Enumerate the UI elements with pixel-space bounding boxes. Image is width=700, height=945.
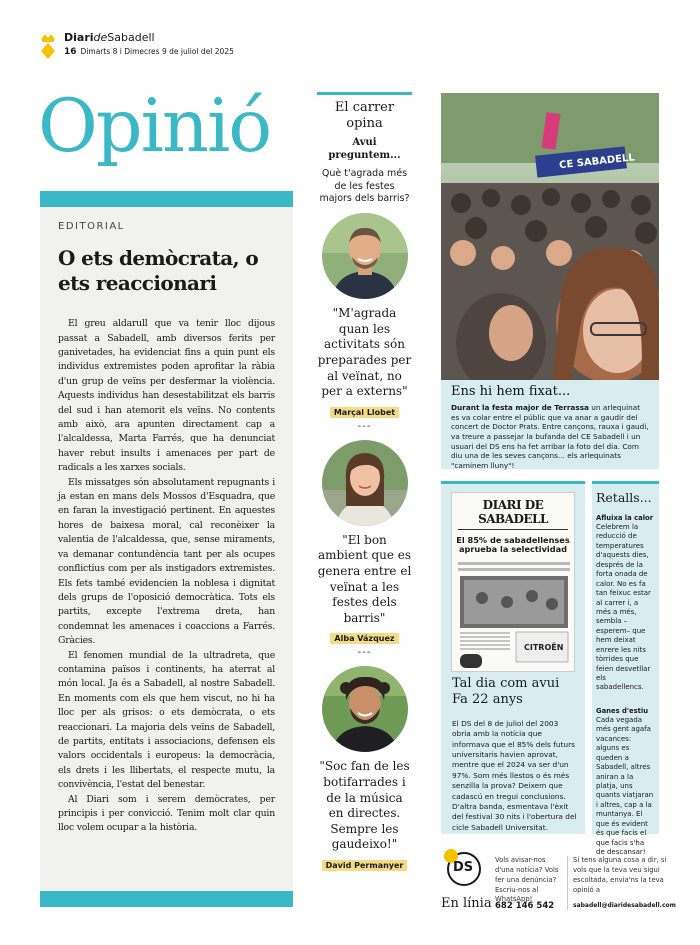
fixat-text: Durant la festa major de Terrassa un arlequinat es va colar entre el públic que va anar a gaudir del concert de Doctor Prats. Entre cançons, rauxa i gaudi, va treure a passejar la bufanda del CE Sabadell i un usuari del DS ens ha fet arribar la foto del dia. Com diu una de les seves cançons... els arlequinats "caminem lluny"! <box>451 403 649 470</box>
retall-title: Ganes d'estiu <box>596 706 649 715</box>
answer-quote: "Soc fan de les botifarrades i de la música en directes. Sempre les gaudeixo!" <box>319 759 410 852</box>
answer-quote: "M'agrada quan les activitats són preparades per al veïnat, no per a externs" <box>317 306 412 399</box>
answer-quote: "El bon ambient que es genera entre el veïnat a les festes dels barris" <box>317 532 412 625</box>
answer-name: Alba Vázquez <box>330 633 398 644</box>
accent-bar-bottom <box>40 891 293 907</box>
opinion-text: Si tens alguna cosa a dir, si vols que la teva veu sigui escoltada, envia'ns la teva opinió a <box>573 856 667 894</box>
editorial-label: EDITORIAL <box>58 221 125 232</box>
page-header <box>40 28 660 62</box>
portrait-photo <box>322 666 408 752</box>
retalls-box <box>592 481 659 856</box>
crowd-photo <box>441 93 659 380</box>
issue-date: Dimarts 8 i Dimecres 9 de juliol del 2025 <box>80 47 234 56</box>
fixat-heading: Ens hi hem fixat... <box>451 384 571 399</box>
archive-ad-text: CITROËN <box>524 642 564 652</box>
archive-masthead: DIARI DE SABADELL <box>478 498 548 526</box>
column-top-rule <box>592 481 659 484</box>
retalls-heading: Retalls... <box>596 490 652 505</box>
whatsapp-phone[interactable]: 682 146 542 <box>495 901 555 911</box>
diari-logo-icon <box>40 34 56 60</box>
page-info <box>64 47 234 57</box>
tal-dia-com-avui-box <box>441 481 585 834</box>
taldia-text: El DS del 8 de juliol del 2003 obria amb la notícia que informava que el 85% dels futurs universitaris havien aprovat, mentre que el 2024 va ser d'un 97%. Som més llestos o és més senzilla la prova? Deixem que cadascú en tregui conclusions. D'altra banda, esmentava l'èxit del festival 30 nits i l'obertura del cicle Sabadell Universitat. <box>452 719 577 832</box>
editorial-paragraph: Al Diari som i serem demòcrates, per principis i per convicció. Tenim molt clar quin lloc volem ocupar a la història. <box>58 793 275 834</box>
ens-hi-hem-fixat-box <box>441 380 659 469</box>
archive-front-page <box>451 492 575 672</box>
portrait-photo <box>322 440 408 526</box>
editorial-panel <box>40 207 293 891</box>
street-title: El carrer opina <box>334 100 395 131</box>
brand-name: DiarideSabadell <box>64 31 155 44</box>
column-top-rule <box>317 92 412 95</box>
ds-logo-text: DS <box>453 860 474 875</box>
street-question: Què t'agrada més de les festes majors dels barris? <box>319 168 410 204</box>
retall-text: Cada vegada més gent agafa vacances: alguns es queden a Sabadell, altres aniran a la platja, uns quants viatjaran i altres, cap a la muntanya. El que és evident és que facis el que facis s'ha de descansar! <box>596 715 654 856</box>
online-contact-box <box>441 846 676 911</box>
taldia-years: Fa 22 anys <box>452 692 523 707</box>
answer-separator: --- <box>357 420 372 432</box>
page-number: 16 <box>64 47 77 57</box>
scarf-text: CE SABADELL <box>558 152 636 172</box>
editorial-paragraph: Els missatges són absolutament repugnants i ja estan en mans dels Mossos d'Esquadra, que en faran la investigació pertinent. En aquestes hores de baixesa moral, cal reconèixer la valentia de l'alcaldessa, que, sense miraments, va demanar contundència tant per als ocupes conflictius com per als instigadors extremistes. Els fets també evidencien la noblesa i dignitat dels grups de l'oposició democràtica. Tots els partits, excepte l'extrema dreta, han condemnat les amenaces i coaccions a Farrés. Gràcies. <box>58 476 275 647</box>
section-title: Opinió <box>38 84 271 169</box>
online-label: En línia <box>441 896 492 911</box>
whatsapp-text: Vols avisar-nos d'una notícia? Vols fer una denúncia? Escriu-nos al WhatsApp! <box>495 856 559 904</box>
accent-bar-top <box>40 191 293 207</box>
contact-email[interactable]: sabadell@diaridesabadell.com <box>573 902 676 909</box>
archive-headline: El 85% de sabadellenses aprueba la selectividad <box>456 535 570 555</box>
column-top-rule <box>441 481 585 484</box>
editorial-paragraph: El greu aldarull que va tenir lloc dijous passat a Sabadell, amb diversos ferits per ganivetades, ha evidenciat fins a quin punt els individus extremistes poden aprofitar la ràbia d'un grup de veïns per desfermar la violència. Aquests individus han desestabilitzat els barris del sud i han atemorit els veïns. No contents amb això, ara apunten directament cap a l'alcaldessa, Marta Farrés, que ha denunciat haver rebut insults i amenaces per part de radicals a les xarxes socials. <box>58 318 275 474</box>
retall-text: Celebrem la reducció de temperatures d'aquests dies, després de la forta onada de calor. No es fa tan feixuc estar al carrer i, a més a més, sembla –esperem– que hem deixat enrere les nits tòrrides que feien desvetllar els sabadellencs. <box>596 523 651 692</box>
taldia-heading: Tal dia com avui <box>452 676 560 691</box>
ds-logo-icon <box>447 852 481 886</box>
street-opinion-column <box>317 92 412 872</box>
answer-name: David Permanyer <box>322 860 408 871</box>
answer-separator: --- <box>357 647 372 659</box>
street-ask: Avui preguntem... <box>328 137 401 162</box>
answer-name: Marçal Llobet <box>330 407 399 418</box>
portrait-photo <box>322 213 408 299</box>
editorial-title: O ets demòcrata, o ets reaccionari <box>58 246 259 295</box>
editorial-body <box>58 317 275 836</box>
online-divider <box>567 856 568 910</box>
editorial-paragraph: El fenomen mundial de la ultradreta, que contamina països i continents, ha aterrat al món local. Ja és a Sabadell, al nostre Sabadell. En moments com els que hem viscut, no hi ha lloc per als grisos: o ets demòcrata, o ets reaccionari. La majoria dels veïns de Sabadell, de partits, entitats i associacions, defensen els valors occidentals i europeus: la democràcia, els drets i les llibertats, el respecte mutu, la convivència, l'estat del benestar. <box>58 649 275 791</box>
retall-title: Afluixa la calor <box>596 514 654 522</box>
